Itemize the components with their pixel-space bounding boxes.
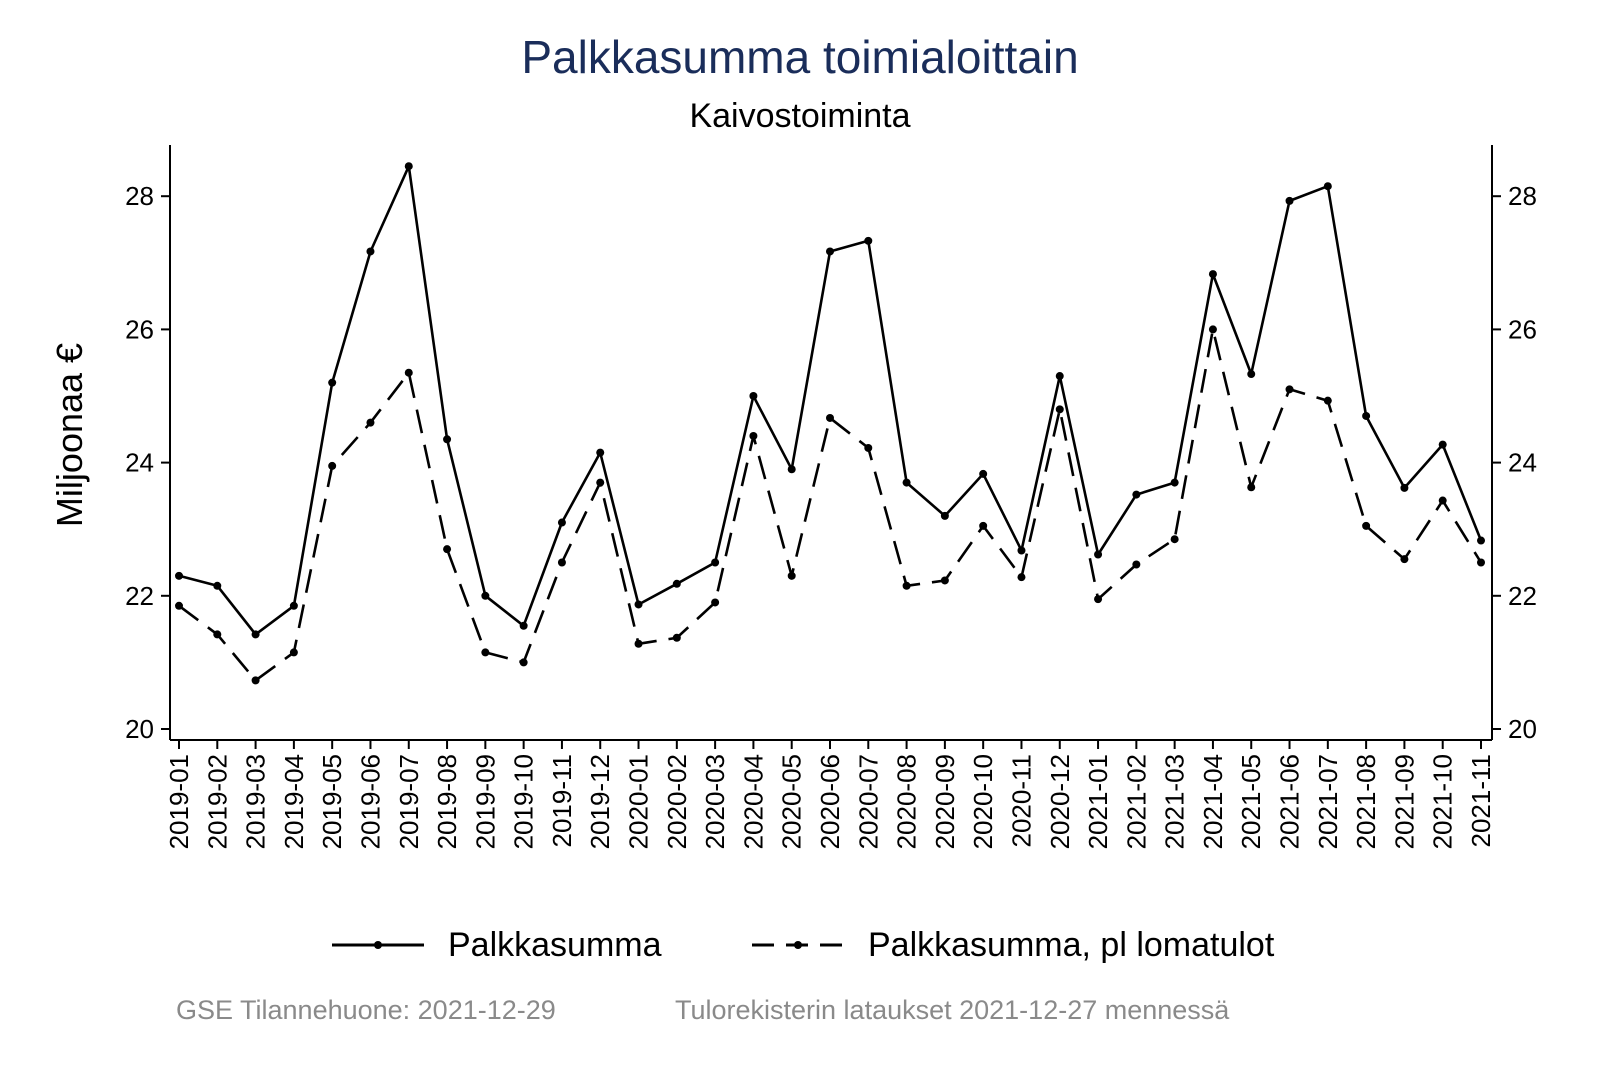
data-point-s0-17 xyxy=(826,247,834,255)
data-point-s1-6 xyxy=(405,369,413,377)
data-point-s1-22 xyxy=(1017,573,1025,581)
x-tick-label: 2021-05 xyxy=(1236,754,1267,850)
x-tick-label: 2021-06 xyxy=(1274,754,1305,850)
x-tick-label: 2020-05 xyxy=(776,754,807,850)
y-tick-label: 22 xyxy=(125,580,154,611)
y-tick-label: 28 xyxy=(125,181,154,212)
x-tick-label: 2020-12 xyxy=(1044,754,1075,850)
x-tick-label: 2019-05 xyxy=(317,754,348,850)
data-point-s1-0 xyxy=(175,602,183,610)
data-point-s0-2 xyxy=(252,630,260,638)
x-tick-label: 2020-10 xyxy=(968,754,999,850)
data-point-s0-23 xyxy=(1056,372,1064,380)
data-point-s1-24 xyxy=(1094,595,1102,603)
y-tick-label-right: 22 xyxy=(1508,580,1537,611)
data-point-s1-28 xyxy=(1247,483,1255,491)
x-tick-label: 2019-04 xyxy=(278,754,309,850)
data-point-s0-10 xyxy=(558,519,566,527)
data-point-s1-25 xyxy=(1132,560,1140,568)
x-tick-label: 2019-08 xyxy=(432,754,463,850)
legend-item-pl-lomatulot xyxy=(750,920,1274,970)
data-point-s1-20 xyxy=(941,576,949,584)
data-point-s1-17 xyxy=(826,414,834,422)
y-tick-label-right: 26 xyxy=(1508,314,1537,345)
data-point-s1-8 xyxy=(481,648,489,656)
legend-dashed-line-icon xyxy=(750,935,846,955)
data-point-s0-5 xyxy=(366,247,374,255)
data-point-s1-5 xyxy=(366,419,374,427)
x-tick-label: 2019-10 xyxy=(508,754,539,850)
x-tick-label: 2020-04 xyxy=(738,754,769,850)
data-point-s1-33 xyxy=(1439,497,1447,505)
data-point-s1-13 xyxy=(673,634,681,642)
x-tick-label: 2021-09 xyxy=(1389,754,1420,850)
legend xyxy=(0,920,1600,970)
legend-label: Palkkasumma, pl lomatulot xyxy=(868,925,1275,964)
data-point-s1-9 xyxy=(520,658,528,666)
x-tick-label: 2021-01 xyxy=(1083,754,1114,850)
y-tick-label: 26 xyxy=(125,314,154,345)
data-point-s1-26 xyxy=(1171,535,1179,543)
x-tick-label: 2021-07 xyxy=(1312,754,1343,850)
x-tick-label: 2019-07 xyxy=(393,754,424,850)
series-line-0 xyxy=(179,166,1481,634)
chart-subtitle: Kaivostoiminta xyxy=(689,97,911,135)
footer-date: GSE Tilannehuone: 2021-12-29 xyxy=(176,995,556,1025)
series-line-1 xyxy=(179,329,1481,680)
data-point-s0-1 xyxy=(213,582,221,590)
data-point-s0-26 xyxy=(1171,479,1179,487)
data-point-s0-19 xyxy=(903,479,911,487)
data-point-s1-29 xyxy=(1286,385,1294,393)
data-point-s1-2 xyxy=(252,676,260,684)
x-tick-label: 2019-09 xyxy=(470,754,501,850)
data-point-s1-4 xyxy=(328,462,336,470)
data-point-s1-14 xyxy=(711,598,719,606)
data-point-s0-4 xyxy=(328,379,336,387)
data-point-s1-19 xyxy=(903,582,911,590)
data-point-s0-20 xyxy=(941,512,949,520)
data-point-s0-34 xyxy=(1477,537,1485,545)
data-point-s0-12 xyxy=(635,600,643,608)
x-tick-label: 2021-08 xyxy=(1351,754,1382,850)
x-tick-label: 2019-11 xyxy=(546,754,577,848)
legend-item-palkkasumma xyxy=(330,920,662,970)
data-point-s0-11 xyxy=(596,449,604,457)
data-point-s1-11 xyxy=(596,479,604,487)
data-point-s0-8 xyxy=(481,592,489,600)
data-point-s0-18 xyxy=(864,237,872,245)
x-tick-label: 2019-12 xyxy=(585,754,616,850)
x-tick-label: 2021-04 xyxy=(1197,754,1228,850)
data-point-s1-1 xyxy=(213,630,221,638)
data-point-s0-15 xyxy=(749,392,757,400)
data-point-s0-3 xyxy=(290,602,298,610)
x-tick-label: 2019-01 xyxy=(164,754,194,850)
data-point-s0-29 xyxy=(1286,197,1294,205)
data-point-s0-7 xyxy=(443,435,451,443)
data-point-s1-21 xyxy=(979,522,987,530)
data-point-s1-30 xyxy=(1324,397,1332,405)
x-tick-label: 2020-02 xyxy=(661,754,692,850)
data-point-s1-10 xyxy=(558,559,566,567)
x-tick-label: 2021-03 xyxy=(1159,754,1190,850)
data-point-s0-32 xyxy=(1400,484,1408,492)
data-point-s1-23 xyxy=(1056,405,1064,413)
legend-label: Palkkasumma xyxy=(448,925,662,964)
chart-title: Palkkasumma toimialoittain xyxy=(521,31,1079,83)
x-tick-label: 2019-06 xyxy=(355,754,386,850)
x-tick-label: 2020-03 xyxy=(700,754,731,850)
x-tick-label: 2020-07 xyxy=(853,754,884,850)
data-point-s0-21 xyxy=(979,470,987,478)
data-point-s0-31 xyxy=(1362,412,1370,420)
y-tick-label-right: 20 xyxy=(1508,714,1537,744)
x-tick-label: 2020-06 xyxy=(815,754,845,850)
data-point-s1-12 xyxy=(635,640,643,648)
data-point-s0-9 xyxy=(520,622,528,630)
legend-solid-line-icon xyxy=(330,935,426,955)
data-point-s0-27 xyxy=(1209,270,1217,278)
data-point-s1-32 xyxy=(1400,555,1408,563)
x-tick-label: 2019-02 xyxy=(202,754,233,850)
data-point-s0-24 xyxy=(1094,551,1102,559)
data-point-s0-14 xyxy=(711,559,719,567)
y-tick-label: 24 xyxy=(125,447,154,478)
footer-source: Tulorekisterin lataukset 2021-12-27 mennessä xyxy=(675,995,1230,1025)
data-point-s1-31 xyxy=(1362,522,1370,530)
data-point-s1-7 xyxy=(443,545,451,553)
data-point-s0-13 xyxy=(673,580,681,588)
data-point-s0-25 xyxy=(1132,491,1140,499)
x-tick-label: 2020-09 xyxy=(929,754,960,850)
y-tick-label-right: 28 xyxy=(1508,181,1537,212)
data-point-s0-0 xyxy=(175,572,183,580)
x-tick-label: 2020-11 xyxy=(1006,754,1037,848)
x-tick-label: 2021-10 xyxy=(1427,754,1458,850)
data-point-s0-16 xyxy=(788,465,796,473)
data-point-s1-16 xyxy=(788,572,796,580)
data-point-s1-3 xyxy=(290,648,298,656)
data-point-s0-28 xyxy=(1247,370,1255,378)
data-point-s0-22 xyxy=(1017,547,1025,555)
x-tick-label: 2019-03 xyxy=(240,754,271,850)
data-point-s1-27 xyxy=(1209,325,1217,333)
y-tick-label: 20 xyxy=(125,714,154,744)
data-point-s0-6 xyxy=(405,162,413,170)
data-point-s1-18 xyxy=(864,444,872,452)
x-tick-label: 2021-02 xyxy=(1121,754,1152,850)
x-tick-label: 2020-01 xyxy=(623,754,654,850)
data-point-s1-15 xyxy=(749,432,757,440)
y-tick-label-right: 24 xyxy=(1508,447,1537,478)
x-tick-label: 2020-08 xyxy=(891,754,922,850)
x-tick-label: 2021-11 xyxy=(1466,754,1496,848)
y-axis-label: Miljoonaa € xyxy=(49,342,90,528)
data-point-s0-30 xyxy=(1324,182,1332,190)
data-point-s1-34 xyxy=(1477,559,1485,567)
data-point-s0-33 xyxy=(1439,441,1447,449)
